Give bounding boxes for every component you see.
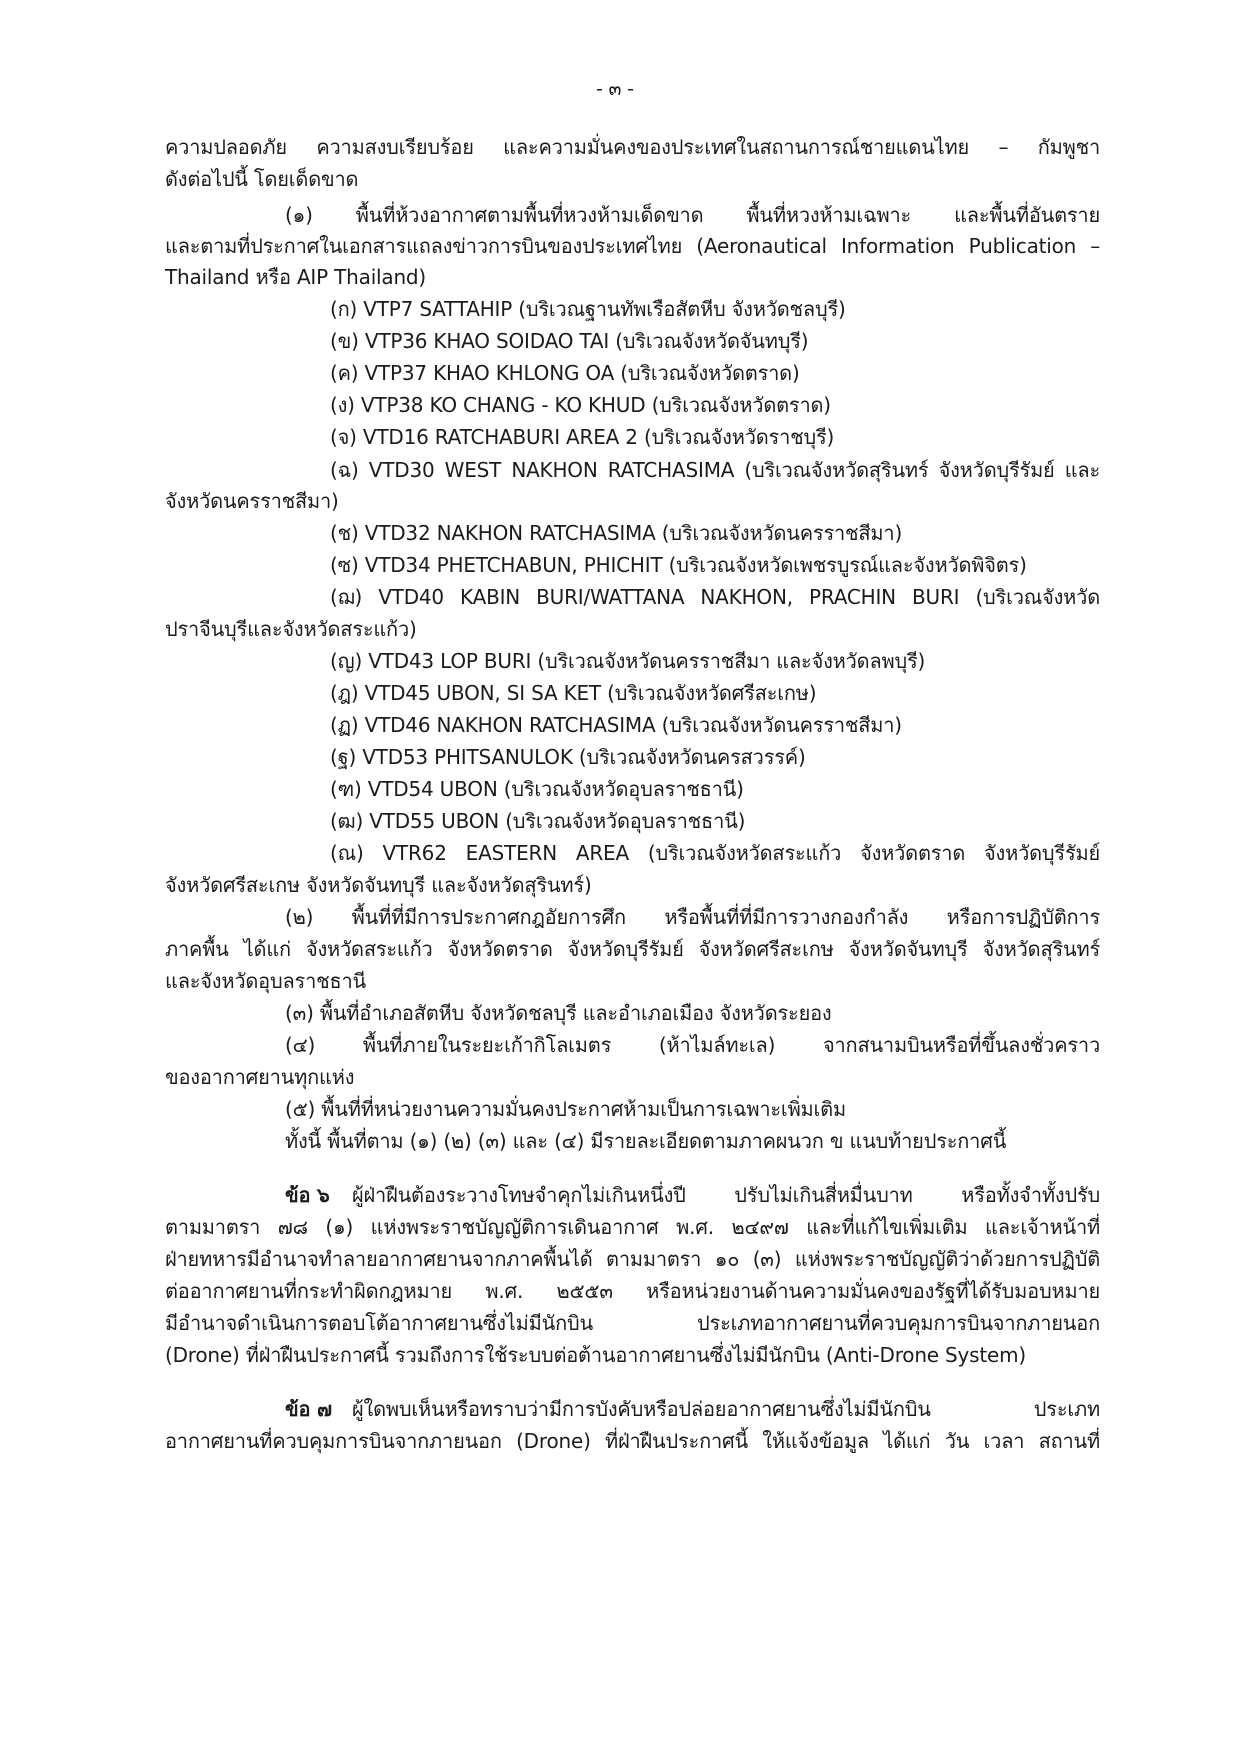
zone-item-continued: จังหวัดศรีสะเกษ จังหวัดจันทบุรี และจังหวัดสุรินทร์) [165,873,592,897]
zone-item: (ซ) VTD34 PHETCHABUN, PHICHIT (บริเวณจังหวัดเพชรบูรณ์และจังหวัดพิจิตร) [330,553,1027,577]
zone-item: (ฎ) VTD45 UBON, SI SA KET (บริเวณจังหวัดศรีสะเกษ) [330,681,817,705]
clause-7-heading: ข้อ ๗ [285,1397,332,1421]
zone-item: (ณ) VTR62 EASTERN AREA (บริเวณจังหวัดสระแก้ว จังหวัดตราด จังหวัดบุรีรัมย์ [330,841,1100,865]
clause-6-heading: ข้อ ๖ [285,1183,330,1207]
zone-item: (ก) VTP7 SATTAHIP (บริเวณฐานทัพเรือสัตหีบ จังหวัดชลบุรี) [330,297,846,321]
zone-item: (ฉ) VTD30 WEST NAKHON RATCHASIMA (บริเวณจังหวัดสุรินทร์ จังหวัดบุรีรัมย์ และ [330,458,1100,482]
clause-6-line: ตามมาตรา ๗๘ (๑) แห่งพระราชบัญญัติการเดินอากาศ พ.ศ. ๒๔๙๗ และที่แก้ไขเพิ่มเติม และเจ้าหน้าที่ [165,1215,1100,1239]
clause-6-line: (Drone) ที่ฝ่าฝืนประกาศนี้ รวมถึงการใช้ระบบต่อต้านอากาศยานซึ่งไม่มีนักบิน (Anti-Drone System) [165,1343,1027,1367]
item-1-line: (๑) พื้นที่ห้วงอากาศตามพื้นที่หวงห้ามเด็ดขาด พื้นที่หวงห้ามเฉพาะ และพื้นที่อันตราย [285,203,1100,227]
clause-6-line: ผู้ฝ่าฝืนต้องระวางโทษจำคุกไม่เกินหนึ่งปี ปรับไม่เกินสี่หมื่นบาท หรือทั้งจำทั้งปรับ [352,1183,1100,1207]
zone-item-continued: จังหวัดนครราชสีมา) [165,489,339,513]
clause-6-line: ต่ออากาศยานที่กระทำผิดกฎหมาย พ.ศ. ๒๕๕๓ หรือหน่วยงานด้านความมั่นคงของรัฐที่ได้รับมอบหมาย [165,1279,1100,1303]
zone-item: (ช) VTD32 NAKHON RATCHASIMA (บริเวณจังหวัดนครราชสีมา) [330,521,903,545]
clause-6-line: มีอำนาจดำเนินการตอบโต้อากาศยานซึ่งไม่มีนักบิน ประเภทอากาศยานที่ควบคุมการบินจากภายนอก [165,1311,1100,1335]
zone-item: (ฑ) VTD54 UBON (บริเวณจังหวัดอุบลราชธานี) [330,777,744,801]
page-number: - ๓ - [596,78,634,100]
item-4-line: ของอากาศยานทุกแห่ง [165,1065,355,1089]
zone-item: (ญ) VTD43 LOP BURI (บริเวณจังหวัดนครราชสีมา และจังหวัดลพบุรี) [330,649,926,673]
item-4-line: (๔) พื้นที่ภายในระยะเก้ากิโลเมตร (ห้าไมล์ทะเล) จากสนามบินหรือที่ขึ้นลงชั่วคราว [285,1033,1100,1057]
zone-item: (ฏ) VTD46 NAKHON RATCHASIMA (บริเวณจังหวัดนครราชสีมา) [330,713,902,737]
appendix-note: ทั้งนี้ พื้นที่ตาม (๑) (๒) (๓) และ (๔) มีรายละเอียดตามภาคผนวก ข แนบท้ายประกาศนี้ [285,1129,1007,1153]
clause-7-line: อากาศยานที่ควบคุมการบินจากภายนอก (Drone) ที่ฝ่าฝืนประกาศนี้ ให้แจ้งข้อมูล ได้แก่ วัน เวลา สถานที่ [165,1429,1100,1453]
zone-item: (จ) VTD16 RATCHABURI AREA 2 (บริเวณจังหวัดราชบุรี) [330,425,835,449]
zone-item: (ฐ) VTD53 PHITSANULOK (บริเวณจังหวัดนครสวรรค์) [330,745,806,769]
zone-item-continued: ปราจีนบุรีและจังหวัดสระแก้ว) [165,617,417,641]
item-2-line: (๒) พื้นที่ที่มีการประกาศกฎอัยการศึก หรือพื้นที่ที่มีการวางกองกำลัง หรือการปฏิบัติการ [285,905,1100,929]
zone-item: (ง) VTP38 KO CHANG - KO KHUD (บริเวณจังหวัดตราด) [330,393,831,417]
item-2-line: และจังหวัดอุบลราชธานี [165,969,366,993]
zone-item: (ฒ) VTD55 UBON (บริเวณจังหวัดอุบลราชธานี) [330,809,746,833]
item-1-line: Thailand หรือ AIP Thailand) [165,265,427,289]
zone-item: (ฌ) VTD40 KABIN BURI/WATTANA NAKHON, PRACHIN BURI (บริเวณจังหวัด [330,585,1100,609]
clause-7-line: ผู้ใดพบเห็นหรือทราบว่ามีการบังคับหรือปล่อยอากาศยานซึ่งไม่มีนักบิน ประเภท [352,1397,1100,1421]
item-1-line: และตามที่ประกาศในเอกสารแถลงข่าวการบินของประเทศไทย (Aeronautical Information Publication – [165,234,1100,258]
item-5-line: (๕) พื้นที่ที่หน่วยงานความมั่นคงประกาศห้ามเป็นการเฉพาะเพิ่มเติม [285,1097,846,1121]
item-2-line: ภาคพื้น ได้แก่ จังหวัดสระแก้ว จังหวัดตราด จังหวัดบุรีรัมย์ จังหวัดศรีสะเกษ จังหวัดจันทบุรี จังหวัดสุรินทร์ [165,937,1100,961]
item-3-line: (๓) พื้นที่อำเภอสัตหีบ จังหวัดชลบุรี และอำเภอเมือง จังหวัดระยอง [285,1001,832,1025]
zone-item: (ข) VTP36 KHAO SOIDAO TAI (บริเวณจังหวัดจันทบุรี) [330,329,809,353]
intro-line: ดังต่อไปนี้ โดยเด็ดขาด [165,167,359,191]
clause-6-line: ฝ่ายทหารมีอำนาจทำลายอากาศยานจากภาคพื้นได้ ตามมาตรา ๑๐ (๓) แห่งพระราชบัญญัติว่าด้วยการปฏิบัติ [165,1247,1100,1271]
zone-item: (ค) VTP37 KHAO KHLONG OA (บริเวณจังหวัดตราด) [330,361,800,385]
intro-line: ความปลอดภัย ความสงบเรียบร้อย และความมั่นคงของประเทศในสถานการณ์ชายแดนไทย – กัมพูชา [165,135,1100,159]
